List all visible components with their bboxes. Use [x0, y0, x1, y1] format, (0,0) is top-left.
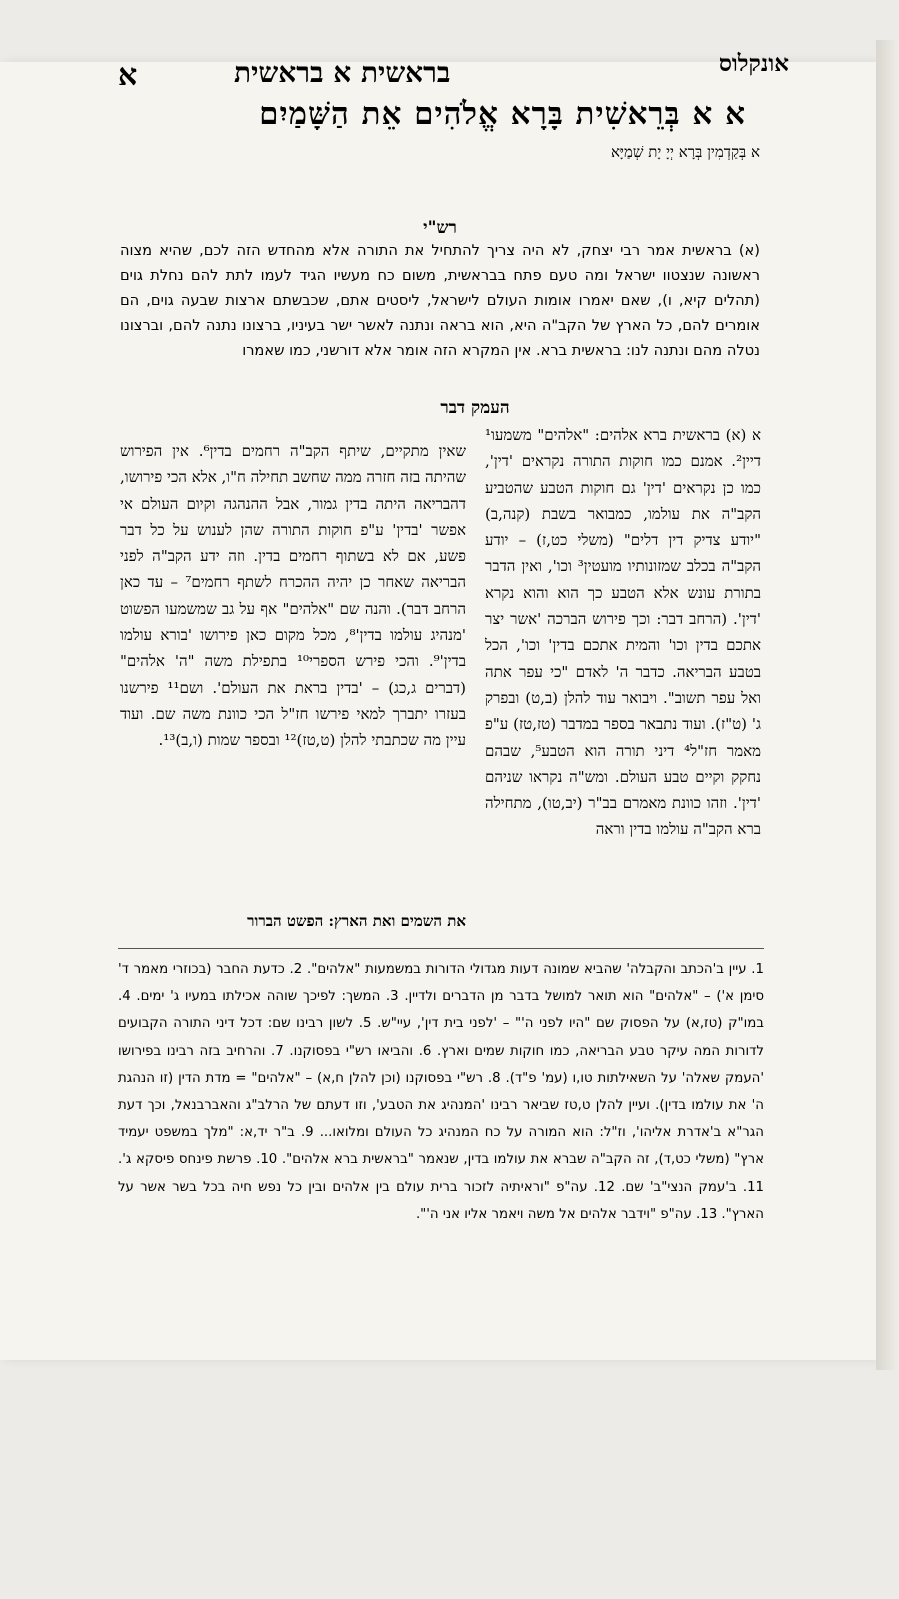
- haemek-title: העמק דבר: [440, 398, 510, 418]
- haemek-left-column: שאין מתקיים, שיתף הקב"ה רחמים בדין⁶. אין הפירוש שהיתה בזה חזרה ממה שחשב תחילה ח"ו, אלא הכי פירושו, דהבריאה היתה בדין גמור, אבל ההנהגה וקיום העולם אי אפשר 'בדין' ע"פ חוקות התורה שהן לענוש על כל דבר פשע, אם לא בשתוף רחמים בדין. וזה ידע הקב"ה לפני הבריאה שאחר כן יהיה ההכרח לשתף רחמים⁷ – עד כאן הרחב דבר). והנה שם "אלהים" אף על גב שמשמעו הפשוט 'מנהיג עולמו בדין'⁸, מכל מקום כאן פירושו 'בורא עולמו בדין'⁹. והכי פירש הספרי¹⁰ בתפילת משה "ה' אלהים" (דברים ג,כג) – 'בדין בראת את העולם'. ושם¹¹ פירשנו בעזרו יתברך למאי פירשו חז"ל הכי כוונת משה שם. ועוד עיין מה שכתבתי להלן (ט,טז)¹² ובספר שמות (ו,ב)¹³.: [120, 442, 467, 750]
- rashi-title: רש"י: [423, 218, 457, 238]
- footnotes: 1. עיין ב'הכתב והקבלה' שהביא שמונה דעות מגדולי הדורות במשמעות "אלהים". 2. כדעת החבר (בכוזרי מאמר ד' סימן א') – "אלהים" הוא תואר למושל בדבר מן הדברים ולדיין. 3. המשך: לפיכך שוהה אכילתו במעיו ג' ימים. 4. במו"ק (טז,א) על הפסוק שם "היו לפני ה'" – 'לפני בית דין', עיי"ש. 5. לשון רבינו שם: דכל דיני התורה הקבועים לדורות המה עיקר טבע הבריאה, כמו חוקות שמים וארץ. 6. והביאו רש"י בפסוקנו. 7. והרחיב בזה רבינו בפירושו 'העמק שאלה' על השאילתות טו,ו (עמ' פ"ד). 8. רש"י בפסוקנו (וכן להלן ח,א) – "אלהים" = מדת הדין (זו הנהגת ה' את עולמו בדין). ועיין להלן ט,טז שביאר רבינו 'המנהיג את הטבע', וזו דעתם של הרלב"ג והאברבנאל, וכך דעת הגר"א ב'אדרת אליהו', וז"ל: הוא המורה על כח המנהיג כל העולם ומלואו... 9. ב"ר יד,א: "מלך במשפט יעמיד ארץ" (משלי כט,ד), זה הקב"ה שברא את עולמו בדין, שנאמר "בראשית ברא אלהים". 10. פרשת פינחס פיסקא ג'. 11. ב'עמק הנצי"ב' שם. 12. עה"פ "וראיתיה לזכור ברית עולם בין אלהים ובין כל נפש חיה בכל בשר אשר על הארץ". 13. עה"פ "וידבר אלהים אל משה ויאמר אליו אני ה'".: [118, 962, 765, 1222]
- onkelos-header: אונקלוס: [718, 50, 789, 77]
- verse-text: [118, 96, 746, 142]
- page-title: בראשית א בראשית: [234, 56, 451, 89]
- verse-hebrew: א א בְּרֵאשִׁית בָּרָא אֱלֹהִים אֵת הַשָּׁמַיִם: [259, 96, 746, 132]
- haemek-left-column-end: את השמים ואת הארץ: הפשט הברור: [247, 912, 466, 930]
- rashi-commentary: (א) בראשית אמר רבי יצחק, לא היה צריך להתחיל את התורה אלא מהחדש הזה לכם, שהיא מצוה ראשונה שנצטוו ישראל ומה טעם פתח בבראשית, משום כח מעשיו הגיד לעמו לתת להם נחלת גוים (תהלים קיא, ו), שאם יאמרו אומות העולם לישראל, ליסטים אתם, שכבשתם ארצות שבעה גוים, הם אומרים להם, כל הארץ של הקב"ה היא, הוא בראה ונתנה לאשר ישר בעיניו, ברצונו נתנה להם, וברצונו נטלה מהם ונתנה לנו: בראשית ברא. אין המקרא הזה אומר אלא דורשני, כמו שאמרו: [120, 242, 760, 359]
- haemek-right-column: א (א) בראשית ברא אלהים: "אלהים" משמעו¹ דיין². אמנם כמו חוקות התורה נקראים 'דין', כמו כן נקראים 'דין' גם חוקות הטבע שהטביע הקב"ה את עולמו, כמבואר בשבת (קנה,ב) "יודע צדיק דין דלים" (משלי כט,ז) – יודע הקב"ה בכלב שמזונותיו מועטין³ וכו', ואין הדבר בתורת עונש אלא הטבע כך הוא והוא נקרא 'דין'. (הרחב דבר: וכך פירוש הברכה 'אשר יצר אתכם בדין וכו' והמית אתכם בדין' וכו', הכל בטבע הבריאה. כדבר ה' לאדם "כי עפר אתה ואל עפר תשוב". ויבואר עוד להלן (ב,ט) ובפרק ג' (ט"ז). ועוד נתבאר בספר במדבר (טז,טז) ע"פ מאמר חז"ל⁴ דיני תורה הוא הטבע⁵, שבהם נחקק וקיים טבע העולם. ומש"ה נקראו שניהם 'דין'. וזהו כוונת מאמרם בב"ר (יב,טו), מתחילה ברא הקב"ה עולמו בדין וראה: [485, 426, 762, 839]
- page-edge: [876, 40, 899, 1370]
- footnote-divider: [118, 948, 764, 949]
- chapter-letter: א: [118, 58, 138, 93]
- onkelos-text: א בְּקַדְמִין בְּרָא יְיָ יָת שְׁמַיָּא: [611, 143, 760, 161]
